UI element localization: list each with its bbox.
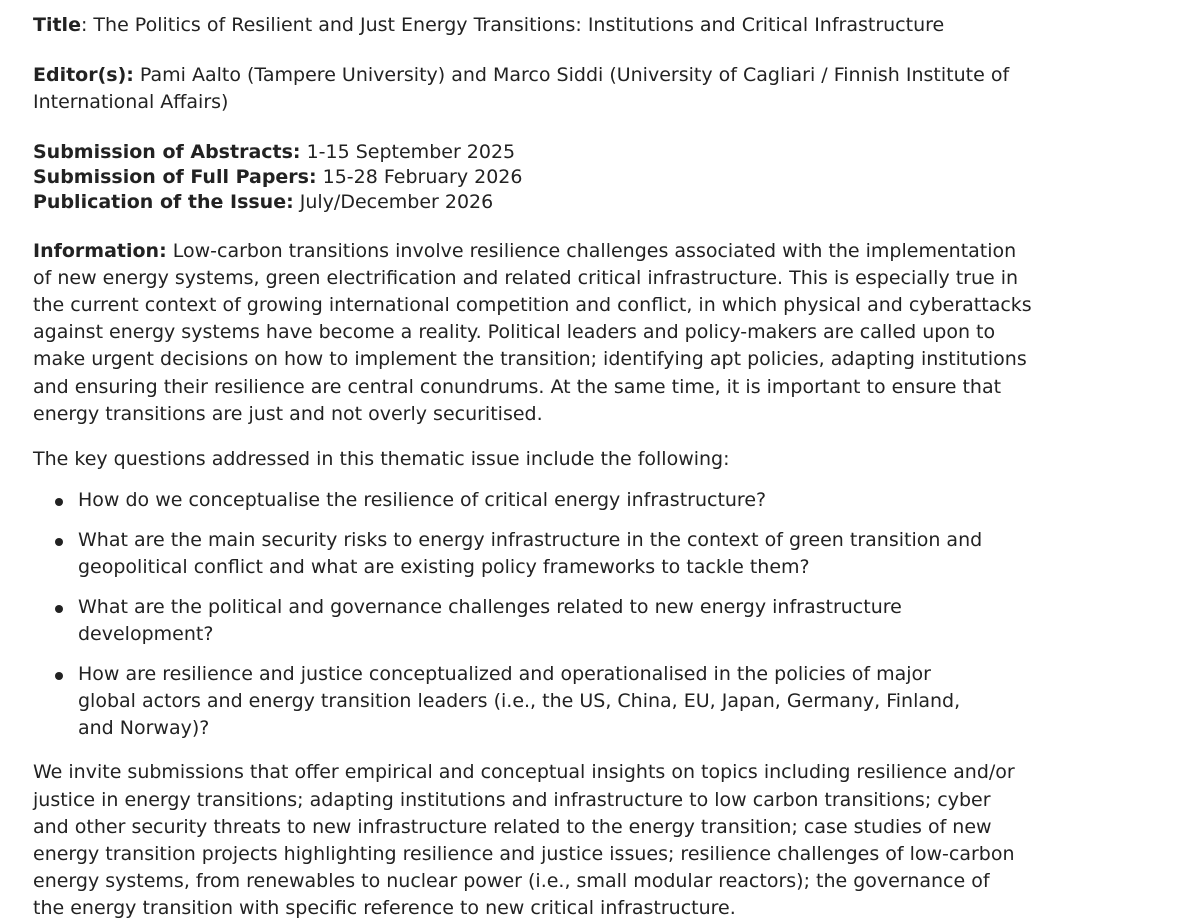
title-label: Title: [33, 14, 81, 36]
question-text: How do we conceptualise the resilience of critical energy infrastructure?: [78, 489, 767, 512]
key-dates: [33, 140, 1033, 215]
invitation-paragraph: We invite submissions that offer empirical and conceptual insights on topics including resilience and/or justice in energy transitions; adapting institutions and infrastructure to low carbon transitions; cyber and other security threats to new infrastructure related to the energy transition; case studies of new energy transition projects highlighting resilience and justice issues; resilience challenges of low-carbon energy systems, from renewables to nuclear power (i.e., small modular reactors); the governance of the energy transition with specific reference to new critical infrastructure.: [33, 761, 1015, 920]
date-label: Submission of Full Papers:: [33, 165, 317, 188]
information-label: Information:: [33, 239, 167, 262]
bullet-icon: [55, 605, 63, 613]
list-item: [33, 487, 993, 514]
issue-title: [33, 12, 1033, 39]
bullet-icon: [55, 498, 63, 506]
list-item: [33, 594, 993, 648]
key-questions-list: [33, 487, 993, 742]
date-row-abstracts: [33, 140, 1033, 165]
information-text: Low-carbon transitions involve resilience challenges associated with the implementation of new energy systems, green electrification and related critical infrastructure. This is especially true in the current context of growing international competition and conflict, in which physical and cyberattacks against energy systems have become a reality. Political leaders and policy-makers are called upon to make urgent decisions on how to implement the transition; identifying apt policies, adapting institutions and ensuring their resilience are central conundrums. At the same time, it is important to ensure that energy transitions are just and not overly securitised.: [33, 239, 1032, 425]
key-questions-intro: The key questions addressed in this thematic issue include the following:: [33, 448, 730, 471]
date-row-full-papers: [33, 165, 1033, 190]
editors-text: Pami Aalto (Tampere University) and Marco Siddi (University of Cagliari / Finnish Institute of International Affairs): [33, 64, 1010, 114]
date-value: 1-15 September 2025: [300, 140, 516, 163]
information-paragraph: [33, 238, 1033, 428]
list-item: [33, 527, 993, 581]
list-item: [33, 661, 993, 743]
title-text: The Politics of Resilient and Just Energy Transitions: Institutions and Critical Infrastructure: [87, 14, 945, 36]
title-separator: :: [80, 14, 88, 36]
date-row-publication: [33, 190, 1033, 215]
question-text: How are resilience and justice conceptualized and operationalised in the policies of major global actors and energy transition leaders (i.e., the US, China, EU, Japan, Germany, Finland, and Norway)?: [78, 662, 961, 740]
date-value: July/December 2026: [293, 190, 494, 213]
date-label: Publication of the Issue:: [33, 190, 294, 213]
bullet-icon: [55, 538, 63, 546]
date-value: 15-28 February 2026: [316, 165, 523, 188]
date-label: Submission of Abstracts:: [33, 140, 301, 163]
editors: [33, 62, 1033, 116]
editors-label: Editor(s):: [33, 64, 134, 87]
question-text: What are the political and governance challenges related to new energy infrastructure development?: [78, 595, 902, 646]
bullet-icon: [55, 672, 63, 680]
question-text: What are the main security risks to energy infrastructure in the context of green transition and geopolitical conflict and what are existing policy frameworks to tackle them?: [78, 528, 983, 579]
